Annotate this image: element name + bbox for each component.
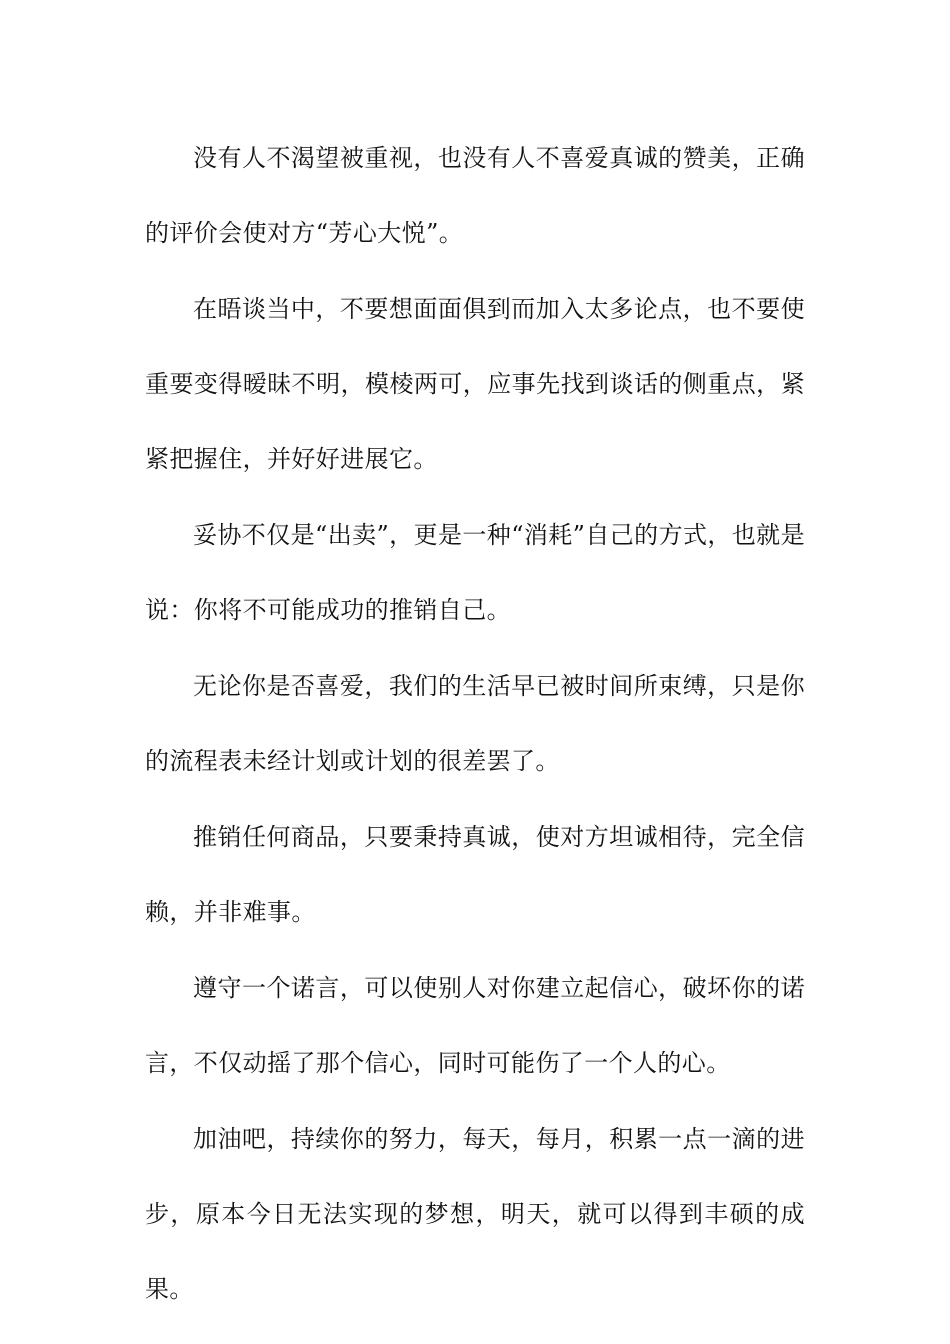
paragraph-4: 无论你是否喜爱，我们的生活早已被时间所束缚，只是你的流程表未经计划或计划的很差罢了。 — [145, 672, 805, 775]
paragraph-5: 推销任何商品，只要秉持真诚，使对方坦诚相待，完全信赖，并非难事。 — [145, 823, 805, 926]
document-body — [145, 121, 805, 1328]
paragraph-3: 妥协不仅是“出卖”，更是一种“消耗”自己的方式，也就是说：你将不可能成功的推销自己。 — [145, 521, 805, 624]
paragraph-6: 遵守一个诺言，可以使别人对你建立起信心，破坏你的诺言，不仅动摇了那个信心，同时可能伤了一个人的心。 — [145, 974, 805, 1077]
paragraph-2: 在晤谈当中，不要想面面俱到而加入太多论点，也不要使重要变得暧昧不明，模棱两可，应事先找到谈话的侧重点，紧紧把握住，并好好进展它。 — [145, 295, 805, 473]
paragraph-7: 加油吧，持续你的努力，每天，每月，积累一点一滴的进步，原本今日无法实现的梦想，明天，就可以得到丰硕的成果。 — [145, 1125, 805, 1303]
paragraph-1: 没有人不渴望被重视，也没有人不喜爱真诚的赞美，正确的评价会使对方“芳心大悦”。 — [145, 144, 805, 247]
